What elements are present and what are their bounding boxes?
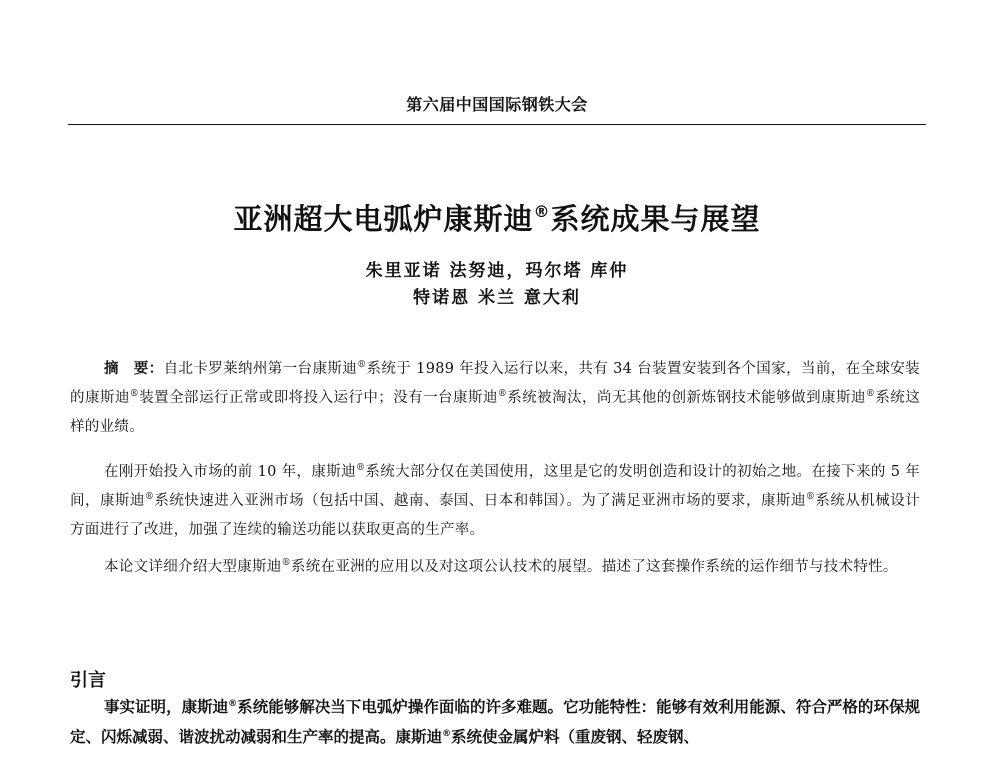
registered-mark: ®	[356, 463, 366, 473]
abstract-paragraph-2	[70, 458, 920, 545]
abstract-text: 系统在亚洲的应用以及对这项公认技术的展望。描述了这套操作系统的运作细节与技术特性。	[290, 559, 898, 575]
registered-mark: ®	[805, 492, 816, 502]
abstract-paragraph-1	[70, 354, 920, 442]
abstract-text: 本论文详细介绍大型康斯迪	[104, 559, 282, 575]
registered-mark: ®	[533, 202, 551, 221]
registered-mark: ®	[281, 558, 291, 568]
abstract-paragraph-3	[70, 553, 920, 582]
title-pre: 亚洲超大电弧炉康斯迪	[233, 202, 534, 236]
authors-line-2: 特诺恩 米兰 意大利	[413, 288, 581, 308]
intro-paragraph	[70, 692, 920, 752]
intro-text: 事实证明，康斯迪	[104, 698, 229, 716]
registered-mark: ®	[865, 389, 876, 399]
abstract-text: 系统大部分仅在美国使用，这里是它的发明创造和设计的初始之地。在接下来的 5 年间，康斯迪	[70, 464, 921, 509]
abstract-text: 系统快速进入亚洲市场（包括中国、越南、泰国、日本和韩国）。为了满足亚洲市场的要求，康斯迪	[154, 493, 806, 509]
registered-mark: ®	[442, 729, 452, 739]
intro-text: 系统能够解决当下电弧炉操作面临的许多难题。它功能特性：能够有效利用能源、符合严格的环保规定、闪烁减弱、谐波扰动减弱和生产率的提高。康斯迪	[70, 698, 920, 746]
registered-mark: ®	[357, 360, 367, 370]
abstract-text: 在刚开始投入市场的前 10 年，康斯迪	[104, 464, 357, 480]
intro-text: 系统使金属炉料（重废钢、轻废钢、	[451, 728, 700, 746]
abstract-text: 系统于 1989 年投入运行以来，共有 34 台装置安装到各个国家，当前，在全球安装的康斯迪	[70, 361, 920, 406]
registered-mark: ®	[129, 389, 140, 399]
registered-mark: ®	[228, 699, 238, 709]
paper-title	[68, 197, 926, 238]
header-rule	[68, 124, 926, 125]
conference-header: 第六届中国国际钢铁大会	[406, 95, 588, 114]
title-post: 系统成果与展望	[550, 202, 761, 236]
abstract-text: 自北卡罗莱纳州第一台康斯迪	[163, 361, 358, 377]
abstract-text: 系统从机械设计方面进行了改进，加强了连续的输送功能以获取更高的生产率。	[70, 493, 921, 538]
section-heading-intro: 引言	[70, 670, 106, 691]
abstract-label: 摘 要	[104, 360, 149, 377]
abstract-colon: ：	[148, 360, 164, 377]
registered-mark: ®	[497, 389, 508, 399]
abstract-text: 装置全部运行正常或即将投入运行中；没有一台康斯迪	[139, 390, 498, 406]
authors-line-1: 朱里亚诺 法努迪，玛尔塔 库仲	[365, 261, 629, 281]
registered-mark: ®	[144, 492, 155, 502]
abstract-text: 系统这样的业绩。	[70, 390, 920, 435]
abstract-text: 系统被淘汰，尚无其他的创新炼钢技术能够做到康斯迪	[507, 390, 866, 406]
